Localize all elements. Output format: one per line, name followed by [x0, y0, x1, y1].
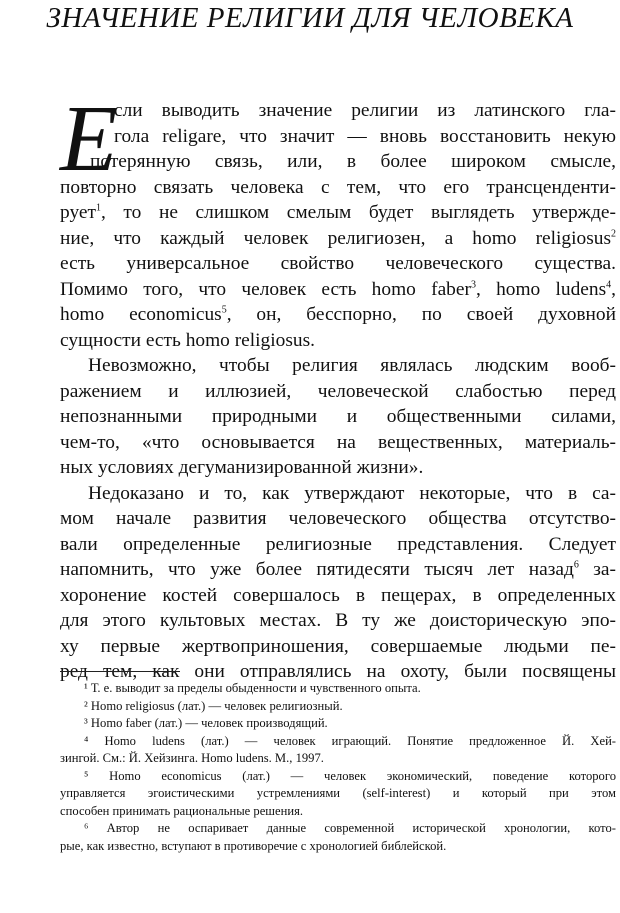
text-line: Невозможно, чтобы религия являлась людским вооб-: [88, 355, 616, 376]
text-line: чем-то, «что основывается на вещественных, материаль-: [60, 431, 616, 453]
page-title: ЗНАЧЕНИЕ РЕЛИГИИ ДЛЯ ЧЕЛОВЕКА: [46, 2, 574, 34]
text-line: напомнить, что уже более пятидесяти тысяч лет назад$^6$ за-: [60, 559, 617, 580]
footnote: ⁶ Автор не оспаривает данные современной исторической хронологии, кото-: [84, 821, 616, 835]
text-line: сущности есть homo religiosus.: [60, 329, 315, 351]
footnote-continuation: зингой. См.: Й. Хейзинга. Homo ludens. М., 1997.: [60, 751, 324, 765]
footnote-continuation: управляется эгоистическими устремлениями (self-interest) и который при этом: [60, 786, 616, 800]
footnote-ref: 5: [221, 304, 227, 316]
text-line: рует$^1$, то не слишком смелым будет выглядеть утвержде-: [60, 202, 616, 223]
text-line: ние, что каждый человек религиозен, а homo religiosus$^2$: [60, 227, 616, 249]
footnote-continuation: рые, как известно, вступают в противоречие с хронологией библейской.: [60, 838, 447, 853]
text-line: непознанными природными и общественными силами,: [60, 406, 616, 427]
footnote: ¹ Т. е. выводит за пределы обыденности и чувственного опыта.: [84, 681, 421, 695]
text-line: потерянную связь, или, в более широком смысле,: [90, 151, 616, 172]
footnote: ⁵ Homo economicus (лат.) — человек экономический, поведение которого: [84, 768, 616, 783]
text-line: гола religare, что значит — вновь восстановить некую: [114, 125, 616, 147]
text-line: Недоказано и то, как утверждают некоторые, что в са-: [88, 482, 616, 504]
footnote-divider: [60, 671, 180, 672]
footnote-ref: 4: [606, 279, 612, 291]
footnotes: [60, 680, 616, 855]
text-line: сли выводить значение религии из латинского гла-: [114, 100, 616, 121]
footnote: ² Homo religiosus (лат.) — человек религиозный.: [84, 698, 343, 713]
text-line: ред тем, как они отправлялись на охоту, были посвящены: [60, 661, 616, 682]
text-line: есть универсальное свойство человеческого существа.: [60, 253, 616, 274]
text-line: хоронение костей совершалось в пещерах, в определенных: [60, 584, 616, 606]
text-line: ных условиях дегуманизированной жизни».: [60, 457, 424, 478]
text-line: homo economicus$^5$, он, бесспорно, по своей духовной: [60, 304, 616, 325]
footnote-ref: 3: [470, 279, 476, 291]
text-line: ражением и иллюзией, человеческой слабостью перед: [60, 380, 616, 402]
text-line: для этого культовых местах. В ту же доисторическую эпо-: [60, 610, 616, 631]
text-line: мом начале развития человеческого общества отсутство-: [60, 508, 616, 529]
text-line: вали определенные религиозные представления. Следует: [60, 533, 616, 555]
footnote: ⁴ Homo ludens (лат.) — человек играющий. Понятие предложенное Й. Хей-: [84, 733, 616, 748]
footnote-ref: 2: [611, 228, 616, 240]
footnote-ref: 6: [573, 559, 579, 571]
footnote-ref: 1: [95, 202, 101, 214]
text-line: ху первые жертвоприношения, совершаемые людьми пе-: [60, 635, 616, 657]
footnote: ³ Homo faber (лат.) — человек производящий.: [84, 716, 328, 730]
footnote-continuation: способен принимать рациональные решения.: [60, 803, 304, 818]
text-line: повторно связать человека с тем, что его трансценденти-: [60, 176, 616, 198]
main-text: [60, 87, 617, 685]
text-line: Помимо того, что человек есть homo faber$^3$, homo ludens$^4$,: [60, 278, 616, 300]
drop-cap: Е: [60, 87, 118, 191]
